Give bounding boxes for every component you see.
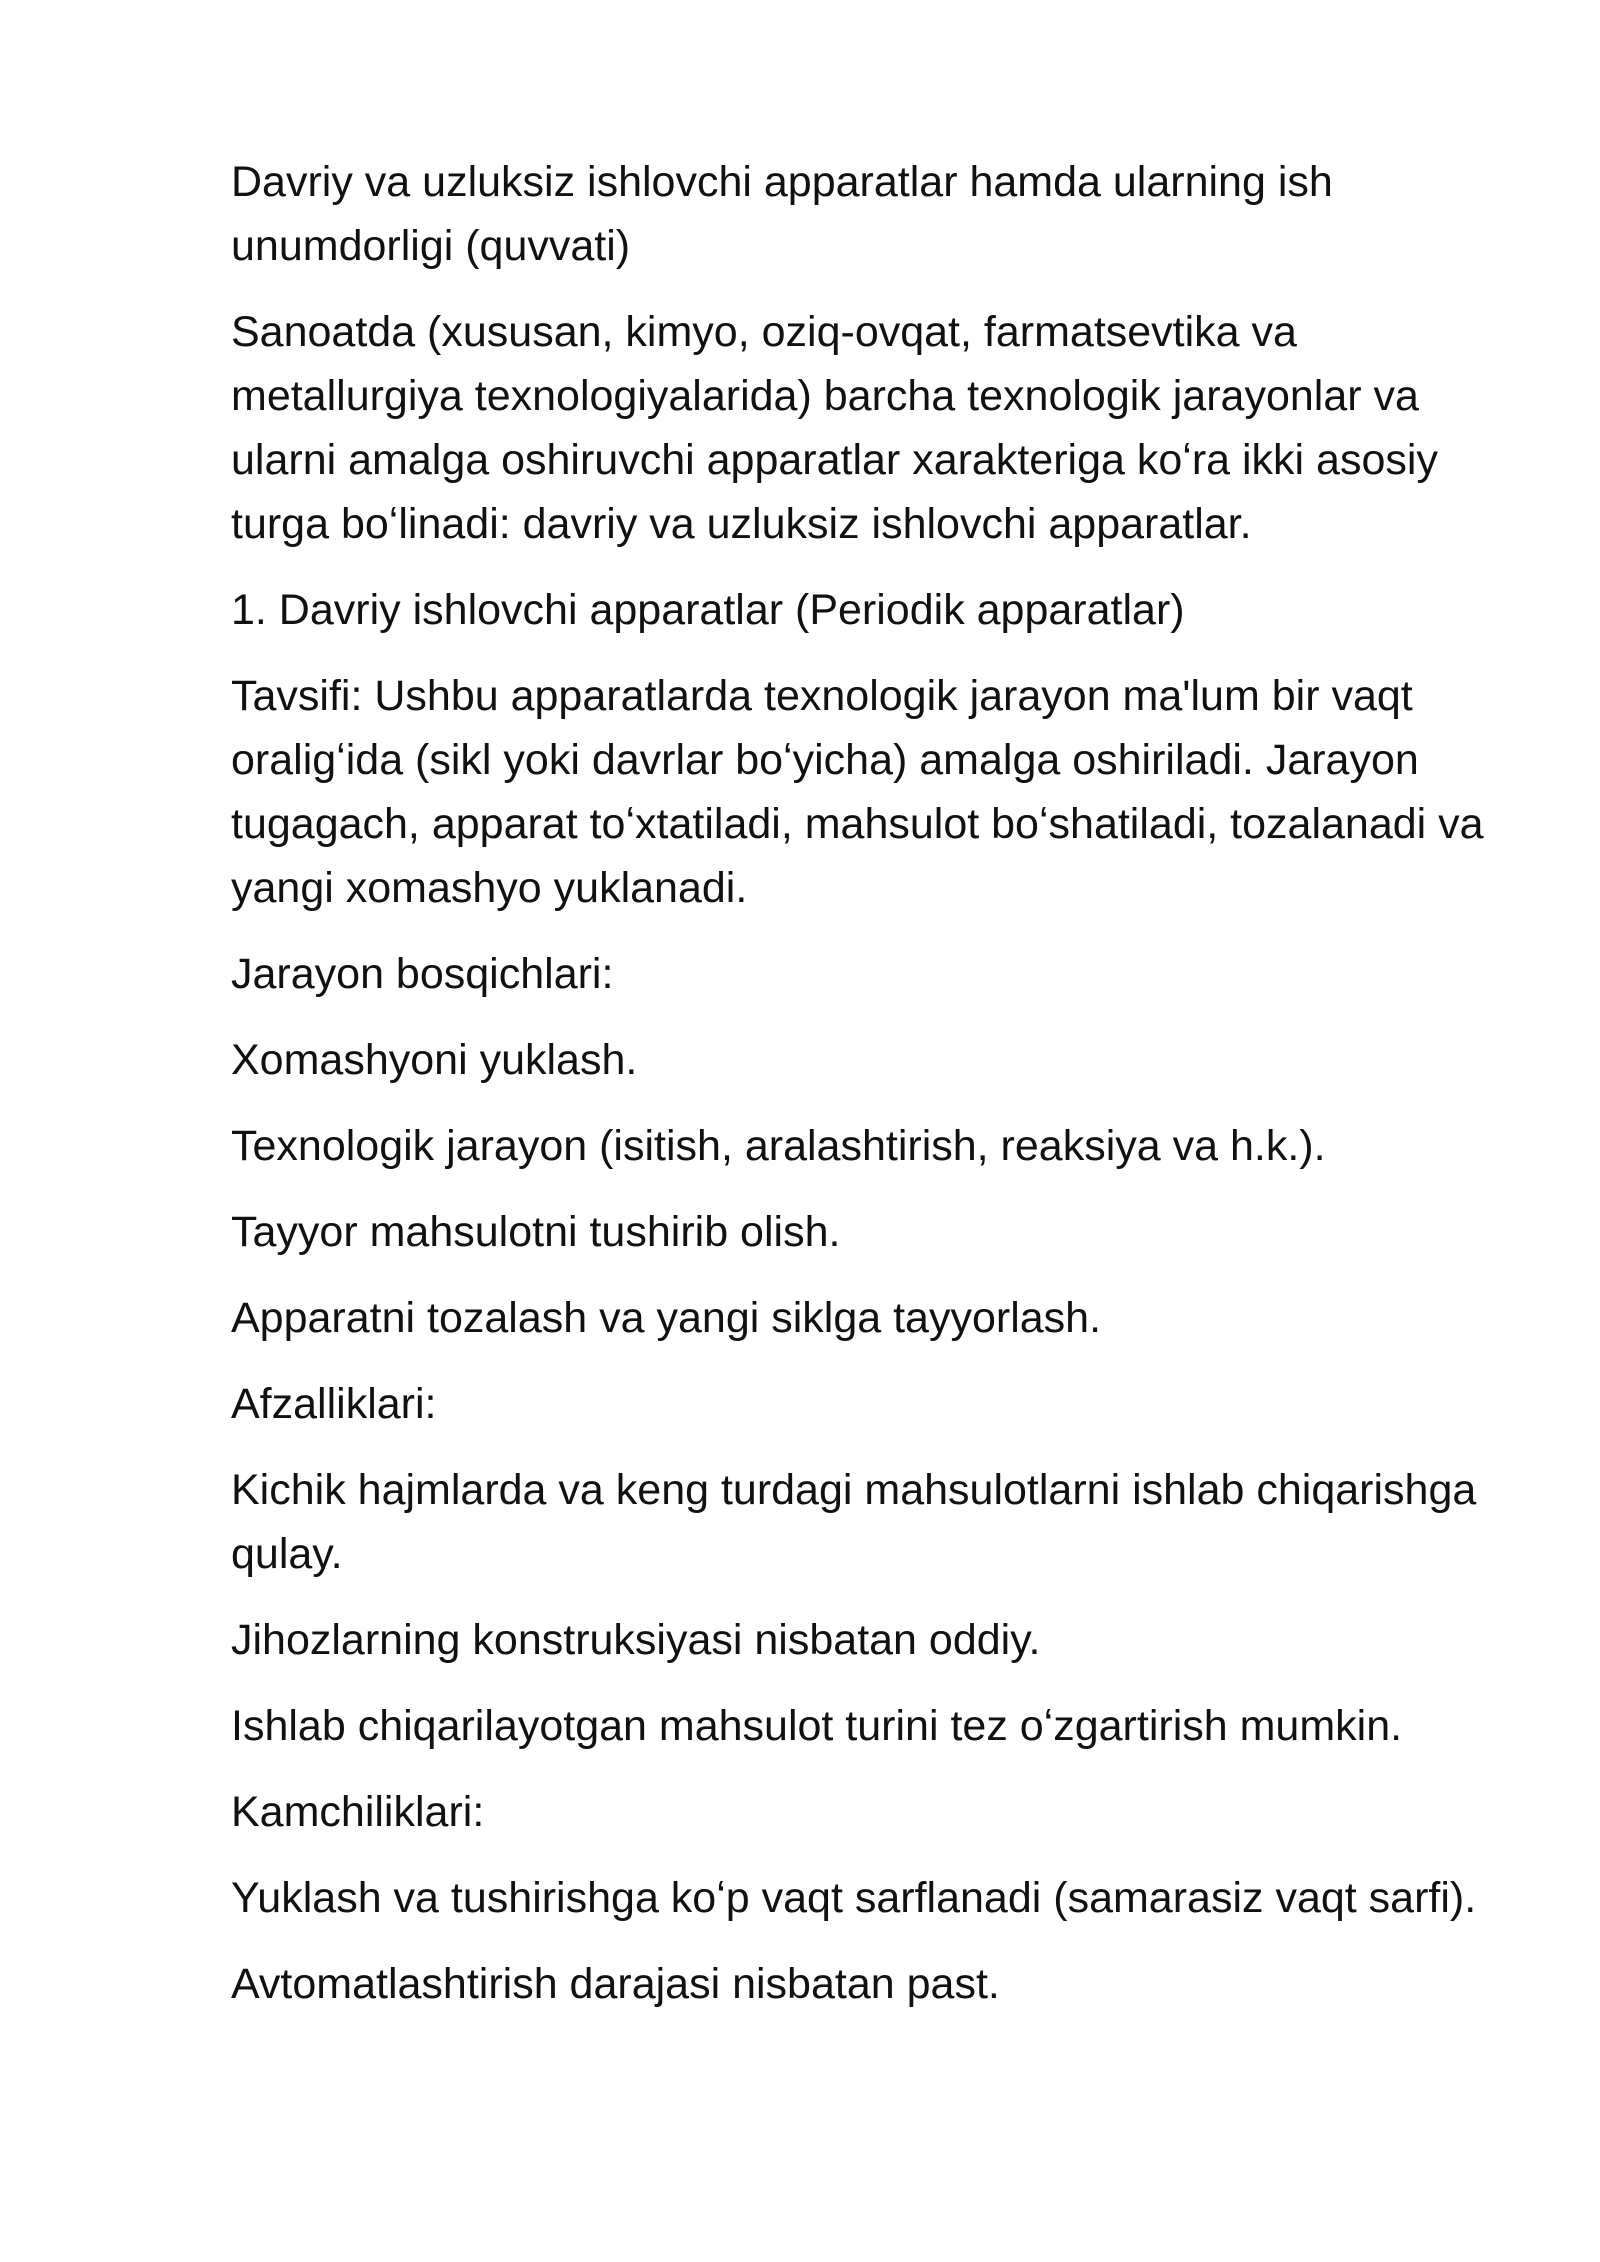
advantage-item: Jihozlarning konstruksiyasi nisbatan oddiy. [231,1616,1041,1664]
advantages-heading: Afzalliklari: [231,1380,437,1428]
document-page [231,150,1531,2038]
intro-paragraph: Sanoatda (xususan, kimyo, oziq-ovqat, farmatsevtika va metallurgiya texnologiyalarida) barcha texnologik jarayonlar va ularni amalga oshiruvchi apparatlar xarakteriga koʻra ikki asosiy turga boʻlinadi: davriy va uzluksiz ishlovchi apparatlar. [231,308,1438,548]
advantage-item: Ishlab chiqarilayotgan mahsulot turini tez oʻzgartirish mumkin. [231,1702,1403,1750]
stage-item: Xomashyoni yuklash. [231,1036,638,1084]
disadvantage-item: Avtomatlashtirish darajasi nisbatan past. [231,1960,1000,2008]
disadvantages-heading: Kamchiliklari: [231,1788,485,1836]
advantage-item: Kichik hajmlarda va keng turdagi mahsulotlarni ishlab chiqarishga qulay. [231,1466,1477,1578]
section-heading-periodic: 1. Davriy ishlovchi apparatlar (Periodik apparatlar) [231,586,1185,634]
stage-item: Apparatni tozalash va yangi siklga tayyorlash. [231,1294,1102,1342]
stage-item: Tayyor mahsulotni tushirib olish. [231,1208,841,1256]
description-paragraph: Tavsifi: Ushbu apparatlarda texnologik jarayon ma'lum bir vaqt oraligʻida (sikl yoki davrlar boʻyicha) amalga oshiriladi. Jarayon tugagach, apparat toʻxtatiladi, mahsulot boʻshatiladi, tozalanadi va yangi xomashyo yuklanadi. [231,672,1484,912]
document-title: Davriy va uzluksiz ishlovchi apparatlar hamda ularning ish unumdorligi (quvvati) [231,158,1333,270]
disadvantage-item: Yuklash va tushirishga koʻp vaqt sarflanadi (samarasiz vaqt sarfi). [231,1874,1477,1922]
stages-heading: Jarayon bosqichlari: [231,950,614,998]
stage-item: Texnologik jarayon (isitish, aralashtirish, reaksiya va h.k.). [231,1122,1326,1170]
